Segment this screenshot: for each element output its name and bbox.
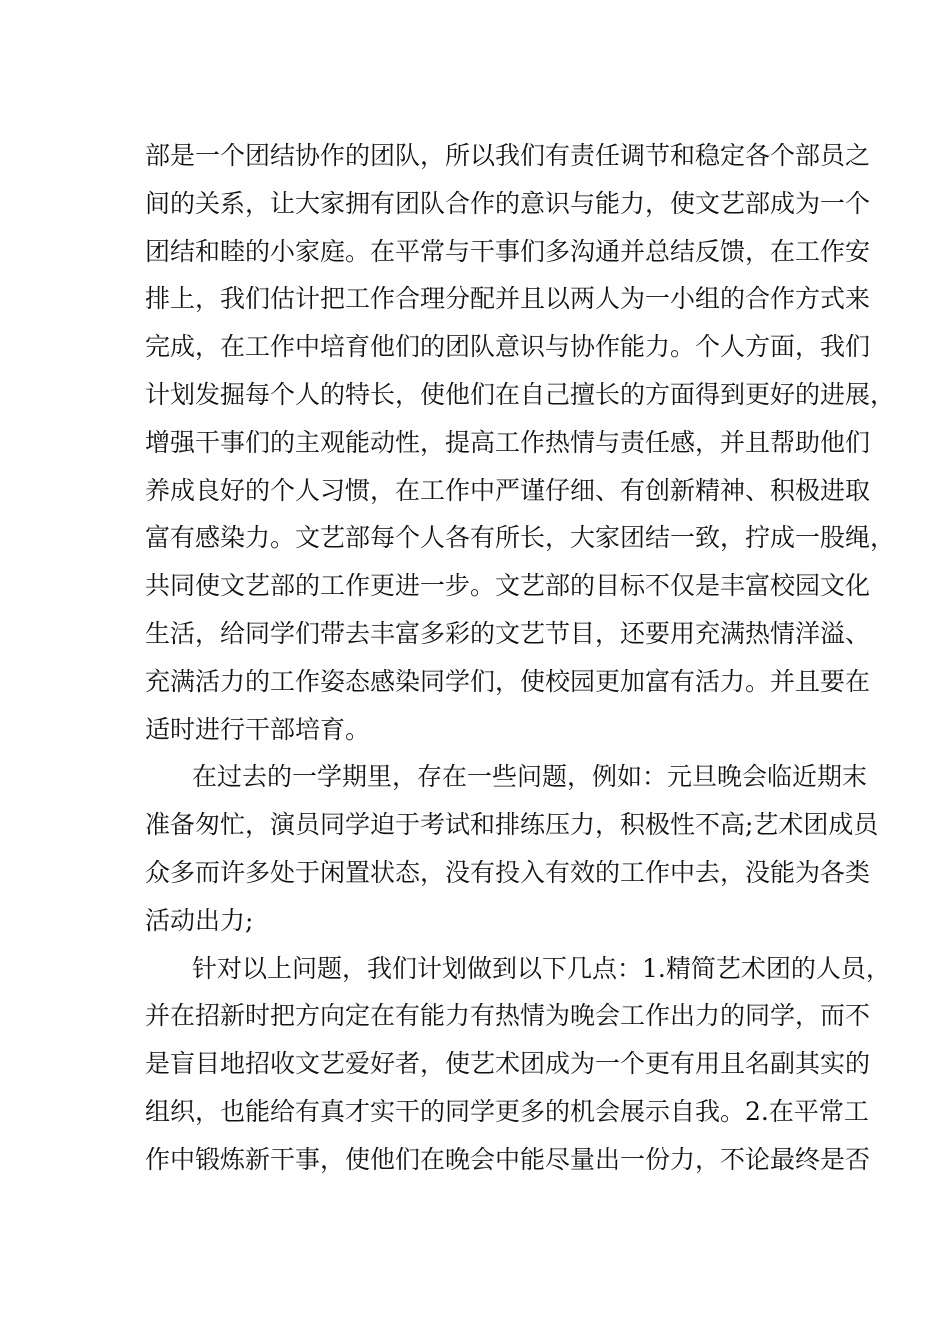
text-line: 排上，我们估计把工作合理分配并且以两人为一小组的合作方式来 [145,284,871,314]
text-line: 适时进行干部培育。 [145,714,371,744]
text-line: 活动出力; [145,905,254,935]
text-line: 富有感染力。文艺部每个人各有所长，大家团结一致，拧成一股绳， [145,523,896,553]
text-line: 计划发掘每个人的特长，使他们在自己擅长的方面得到更好的进展， [145,379,896,409]
text-line: 作中锻炼新干事，使他们在晚会中能尽量出一份力，不论最终是否 [145,1144,871,1174]
text-line: 部是一个团结协作的团队，所以我们有责任调节和稳定各个部员之 [145,141,871,170]
text-line: 并在招新时把方向定在有能力有热情为晚会工作出力的同学，而不 [145,1001,871,1031]
text-line: 生活，给同学们带去丰富多彩的文艺节目，还要用充满热情洋溢、 [145,618,871,648]
text-line: 增强干事们的主观能动性，提高工作热情与责任感，并且帮助他们 [145,427,871,457]
text-line: 完成，在工作中培育他们的团队意识与协作能力。个人方面，我们 [145,332,871,362]
text-line: 众多而许多处于闲置状态，没有投入有效的工作中去，没能为各类 [145,857,871,887]
text-line: 间的关系，让大家拥有团队合作的意识与能力，使文艺部成为一个 [145,188,871,218]
body-text [145,132,896,1184]
text-line: 养成良好的个人习惯，在工作中严谨仔细、有创新精神、积极进取 [145,475,871,505]
text-line: 组织，也能给有真才实干的同学更多的机会展示自我。2.在平常工 [145,1096,869,1126]
text-line: 团结和睦的小家庭。在平常与干事们多沟通并总结反馈，在工作安 [145,236,871,266]
text-line: 共同使文艺部的工作更进一步。文艺部的目标不仅是丰富校园文化 [145,571,871,601]
text-line: 是盲目地招收文艺爱好者，使艺术团成为一个更有用且名副其实的 [145,1049,871,1079]
paragraph-start-line: 针对以上问题，我们计划做到以下几点：1.精简艺术团的人员， [192,953,891,983]
text-line: 充满活力的工作姿态感染同学们，使校园更加富有活力。并且要在 [145,666,871,696]
paragraph-start-line: 在过去的一学期里，存在一些问题，例如：元旦晚会临近期末 [192,762,868,792]
text-line: 准备匆忙，演员同学迫于考试和排练压力，积极性不高;艺术团成员 [145,810,879,840]
